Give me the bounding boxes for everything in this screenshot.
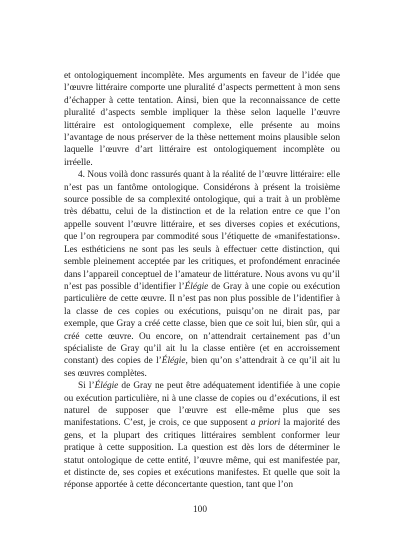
text-run: de Gray ne peut être adéquatement identifiée à une copie ou exécution particulière, ni à une classe de copies ou d’exécutions, il est naturel de supposer que l’œuvre est elle-même plus que ses manifestations. C’est, je crois, ce que supposent (64, 381, 340, 429)
page-number: 100 (193, 505, 207, 515)
paragraph (64, 380, 340, 492)
text-run: Si l’ (78, 381, 95, 392)
text-run: de Gray à une copie ou exécution particulière de cette œuvre. Il n’est pas non plus possible de l’identifier à la classe de ces copies ou exécutions, puisqu’on ne dirait pas, par exemple, que Gray a créé cette classe, bien que ce soit lui, bien sûr, qui a créé cette œuvre. Ou encore, on n’attendrait certainement pas d’un spécialiste de Gray qu’il ait lu la classe entière (et en accroissement constant) des copies de l’ (64, 281, 341, 367)
text-run: 4. Nous voilà donc rassurés quant à la réalité de l’œuvre littéraire: elle n’est pas un fantôme ontologique. Considérons à présent la troisième source possible de sa complexité ontologique, qui a trait à un problème très débattu, celui de la distinction et de la relation entre ce que l’on appelle souvent l’œuvre littéraire, et ses diverses copies et exécutions, que l’on regroupera par commodité sous l’étiquette de «manifestations». Les esthéticiens ne sont pas les seuls à effectuer cette distinction, qui semble pleinement acceptée par les critiques, et profondément enracinée dans l’appareil conceptuel de l’amateur de littérature. Nous avons vu qu’il n’est pas possible d’identifier l’ (64, 170, 340, 292)
text-run: et ontologiquement incomplète. Mes arguments en faveur de l’idée que l’œuvre littéraire comporte une pluralité d’aspects permettent à mon sens d’échapper à cette tentation. Ainsi, bien que la reconnaissance de cette pluralité d’aspects semble impliquer la thèse selon laquelle l’œuvre littéraire est ontologiquement complexe, elle présente au moins l’avantage de nous préserver de la thèse nettement moins plausible selon laquelle l’œuvre d’art littéraire est ontologiquement incomplète ou irréelle. (64, 71, 340, 168)
italic-text: Élégie (184, 281, 209, 292)
text-run: , bien qu’on s’attendrait à ce qu’il ait lu ses œuvres complètes. (64, 356, 340, 379)
body-text (64, 70, 340, 492)
text-run: la majorité des gens, et la plupart des critiques littéraires semblent conformer leur pratique à cette supposition. La question est dès lors de déterminer le statut ontologique de cette entité, l’œuvre même, qui est manifestée par, et distincte de, ses copies et exécutions manifestes. Et quelle que soit la réponse apportée à cette déconcertante question, tant que l’on (64, 418, 340, 491)
paragraph (64, 169, 340, 380)
italic-text: a priori (250, 418, 281, 429)
paragraph (64, 70, 340, 169)
italic-text: Élégie (161, 356, 186, 367)
italic-text: Élégie (94, 381, 119, 392)
